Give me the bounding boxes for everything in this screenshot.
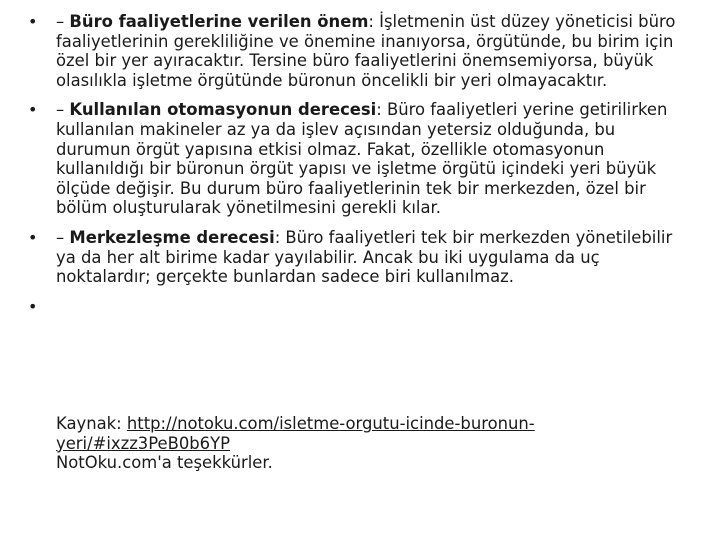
bullet-text: : Büro faaliyetleri tek bir merkezden yönetilebilir ya da her alt birime kadar yayılabilir. Ancak bu iki uygulama da uç noktalardır; gerçekte bunlardan sadece biri kullanılmaz.	[56, 227, 673, 287]
bullet-dot-icon: •	[28, 296, 38, 316]
bullet-item	[28, 228, 688, 287]
source-thanks: NotOku.com'a teşekkürler.	[56, 453, 273, 473]
bullet-item	[28, 12, 688, 90]
source-link[interactable]: http://notoku.com/isletme-orgutu-icinde-buronun-yeri/#ixzz3PeB0b6YP	[56, 414, 535, 453]
bullet-term: Büro faaliyetlerine verilen önem	[69, 12, 369, 31]
bullet-text: : İşletmenin üst düzey yöneticisi büro faaliyetlerinin gerekliliğine ve önemine inanıyorsa, örgütünde, bu birim için özel bir yer ayıracaktır. Tersine büro faaliyetlerini önemsemiyorsa, büyük olasılıkla işletme örgütünde büronun öncelikli bir yeri olmayacaktır.	[56, 12, 676, 90]
bullet-list	[28, 12, 688, 316]
bullet-dot-icon: •	[28, 227, 38, 247]
bullet-prefix: –	[56, 100, 70, 120]
bullet-prefix: –	[56, 12, 70, 31]
bullet-dot-icon: •	[28, 12, 38, 31]
bullet-dot-icon: •	[28, 100, 38, 120]
bullet-item	[28, 100, 688, 218]
bullet-prefix: –	[56, 227, 70, 247]
bullet-term: Merkezleşme derecesi	[69, 227, 275, 247]
bullet-term: Kullanılan otomasyonun derecesi	[69, 100, 377, 120]
source-label: Kaynak:	[56, 414, 127, 433]
source-block	[56, 414, 676, 473]
bullet-text: : Büro faaliyetleri yerine getirilirken kullanılan makineler az ya da işlev açısından yetersiz olduğunda, bu durumun örgüt yapısına etkisi olmaz. Fakat, özellikle otomasyonun kullanıldığı bir büronun örgüt yapısı ve işletme örgütü içindeki yeri büyük ölçüde değişir. Bu durum büro faaliyetlerinin tek bir merkezden, özel bir bölüm oluşturularak yönetilmesini gerekli kılar.	[56, 100, 668, 218]
bullet-item-empty	[28, 297, 688, 317]
